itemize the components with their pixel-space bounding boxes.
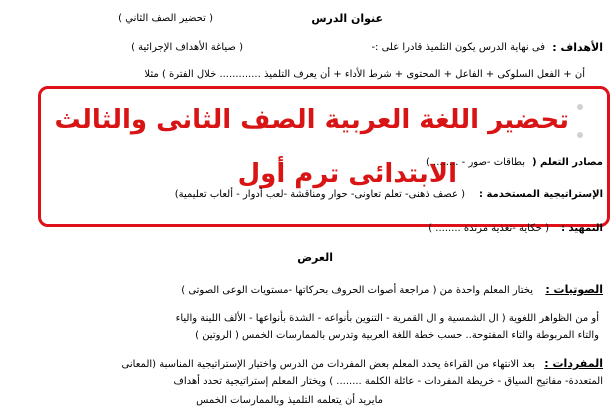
banner-line-1: تحضير اللغة العربية الصف الثانى والثالث xyxy=(54,105,569,135)
objectives-label: الأهداف : xyxy=(552,41,603,54)
objectives-wording: ( صياغة الأهداف الإجرائية ) xyxy=(131,42,243,53)
phenomena-line-1: أو من الظواهر اللغوية ( ال الشمسية و ال القمرية - التنوين بأنواعه - الشدة بأنواعها - الألف اللينة والياء xyxy=(175,313,599,324)
vocab-label: المفردات : xyxy=(544,357,603,370)
sources-value: بطاقات -صور - ........ ) xyxy=(425,157,525,168)
strategies-label: الإستراتيجية المستخدمة : xyxy=(479,189,603,200)
vocab-line-1: بعد الانتهاء من القراءة يحدد المعلم بعض المفردات من الدرس واختيار الإستراتيجية المناسبة (المعانى xyxy=(121,359,535,370)
vocab-line-2: المتعددة- مفاتيح السياق - خريطة المفردات - عائلة الكلمة ........ ) ويختار المعلم إستراتيجية تحدد أهداف xyxy=(173,376,603,387)
presentation-label: العرض xyxy=(297,251,333,264)
intro-label: التمهيد : xyxy=(561,223,603,234)
banner-line-2: الابتدائى ترم أول xyxy=(237,159,457,189)
objectives-intro: فى نهاية الدرس يكون التلميذ قادرا على :- xyxy=(371,42,545,53)
intro-value: ( حكاية -تغذية مرتدة ........ ) xyxy=(428,223,549,234)
vocab-line-3: مايريد أن يتعلمه التلميذ وبالممارسات الخمس xyxy=(196,395,383,406)
phenomena-line-2: والتاء المربوطة والتاء المفتوحة.. حسب خطة اللغة العربية وتدرس بالممارسات الخمس ( الروتين ) xyxy=(195,330,599,341)
objective-line: أن + الفعل السلوكى + الفاعل + المحتوى + شرط الأداء + أن يعرف التلميذ ............. خلال الفترة ) مثلا xyxy=(144,69,585,80)
phonetics-text: يختار المعلم واحدة من ( مراجعة أصوات الحروف بحركاتها -مستويات الوعى الصوتى ) xyxy=(181,285,533,296)
lesson-title-label: عنوان الدرس xyxy=(311,12,383,25)
sources-label: مصادر التعلم ( xyxy=(531,157,603,168)
strategies-value: ( عصف ذهنى- تعلم تعاونى- حوار ومناقشة -لعب أدوار - ألعاب تعليمية) xyxy=(174,189,465,200)
phonetics-label: الصوتيات : xyxy=(545,283,603,296)
lesson-title-value: ( تحضير الصف الثاني ) xyxy=(118,13,213,24)
